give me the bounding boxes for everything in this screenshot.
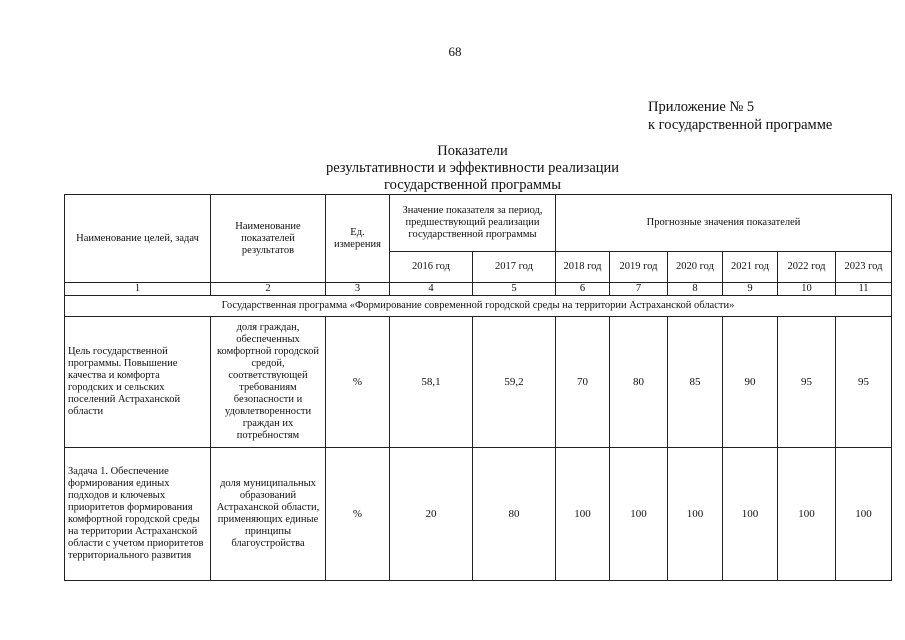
column-number: 2: [211, 283, 326, 296]
value-cell: 85: [668, 317, 723, 448]
indicators-table: [64, 194, 892, 581]
title-line-1: Показатели: [437, 143, 508, 159]
header-year: 2021 год: [723, 252, 778, 283]
value-cell: 58,1: [390, 317, 473, 448]
goal-cell: Цель государственной программы. Повышение качества и комфорта городских и сельских поселений Астраханской области: [65, 317, 211, 448]
value-cell: 100: [556, 448, 610, 581]
header-year: 2018 год: [556, 252, 610, 283]
value-cell: 80: [610, 317, 668, 448]
column-number: 8: [668, 283, 723, 296]
title-line-3: государственной программы: [384, 177, 561, 193]
header-year: 2017 год: [473, 252, 556, 283]
value-cell: 100: [610, 448, 668, 581]
program-row: [65, 296, 892, 317]
value-cell: 80: [473, 448, 556, 581]
value-cell: 90: [723, 317, 778, 448]
column-number-row: [65, 283, 892, 296]
appendix-line-2: к государственной программе: [648, 117, 833, 133]
table-row: [65, 448, 892, 581]
value-cell: 100: [723, 448, 778, 581]
header-year: 2022 год: [778, 252, 836, 283]
value-cell: 20: [390, 448, 473, 581]
column-number: 5: [473, 283, 556, 296]
header-year: 2019 год: [610, 252, 668, 283]
header-year: 2023 год: [836, 252, 892, 283]
value-cell: 100: [836, 448, 892, 581]
column-number: 3: [326, 283, 390, 296]
unit-cell: %: [326, 448, 390, 581]
header-forecast: Прогнозные значения показателей: [556, 195, 892, 252]
header-indicator: Наименование показателей результатов: [211, 195, 326, 283]
table-row: [65, 317, 892, 448]
document-title: [0, 143, 905, 194]
value-cell: 100: [668, 448, 723, 581]
header-unit: Ед. измерения: [326, 195, 390, 283]
appendix-line-1: Приложение № 5: [648, 99, 755, 115]
column-number: 9: [723, 283, 778, 296]
value-cell: 70: [556, 317, 610, 448]
column-number: 7: [610, 283, 668, 296]
value-cell: 95: [836, 317, 892, 448]
header-year: 2016 год: [390, 252, 473, 283]
indicator-cell: доля граждан, обеспеченных комфортной городской средой, соответствующей требованиям безопасности и удовлетворенности граждан их потребностям: [211, 317, 326, 448]
indicator-cell: доля муниципальных образований Астраханской области, применяющих единые принципы благоустройства: [211, 448, 326, 581]
value-cell: 95: [778, 317, 836, 448]
value-cell: 100: [778, 448, 836, 581]
header-goal: Наименование целей, задач: [65, 195, 211, 283]
page-number: 68: [448, 44, 462, 59]
value-cell: 59,2: [473, 317, 556, 448]
header-year: 2020 год: [668, 252, 723, 283]
header-previous-period: Значение показателя за период, предшествующий реализации государственной программы: [390, 195, 556, 252]
appendix-note: [648, 98, 832, 134]
column-number: 6: [556, 283, 610, 296]
column-number: 10: [778, 283, 836, 296]
goal-cell: Задача 1. Обеспечение формирования единых подходов и ключевых приоритетов формирования комфортной городской среды на территории Астраханской области с учетом приоритетов территориального развития: [65, 448, 211, 581]
unit-cell: %: [326, 317, 390, 448]
header-row-1: [65, 195, 892, 252]
column-number: 1: [65, 283, 211, 296]
column-number: 11: [836, 283, 892, 296]
program-name: Государственная программа «Формирование современной городской среды на территории Астраханской области»: [65, 296, 892, 317]
column-number: 4: [390, 283, 473, 296]
title-line-2: результативности и эффективности реализации: [325, 160, 620, 176]
